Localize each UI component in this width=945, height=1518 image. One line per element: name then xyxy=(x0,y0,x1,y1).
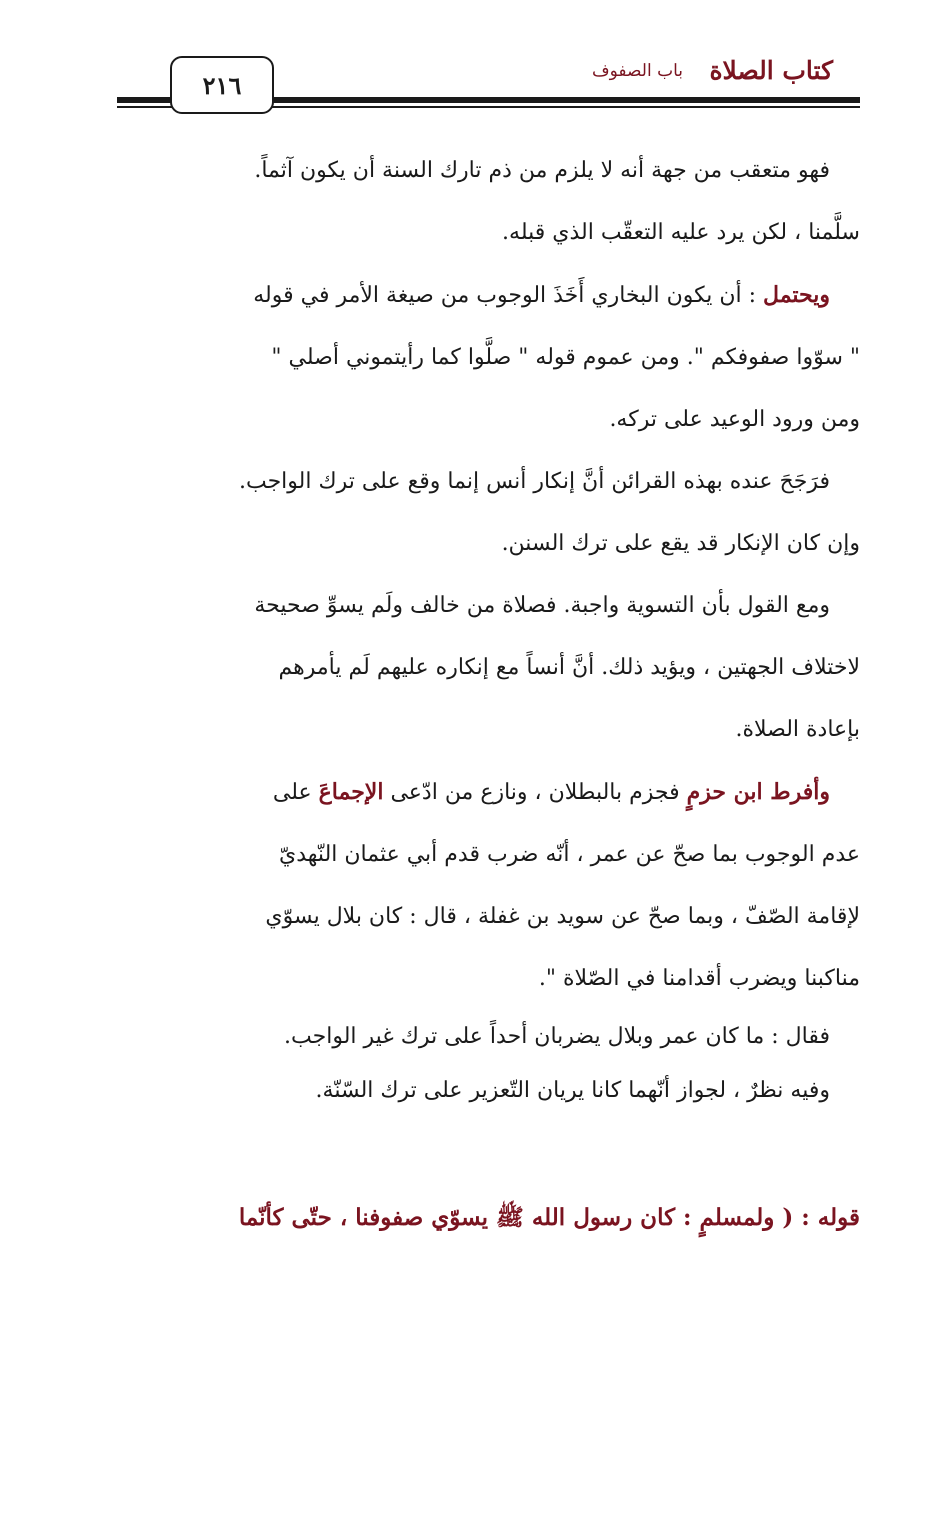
body-line: لإقامة الصّفّ ، وبما صحّ عن سويد بن غفلة ، قال : كان بلال يسوّي xyxy=(265,904,860,929)
body-text: فجزم بالبطلان ، ونازع من ادّعى xyxy=(383,780,687,805)
book-title: كتاب الصلاة xyxy=(709,56,833,85)
body-line xyxy=(112,761,860,824)
body-line: وإن كان الإنكار قد يقع على ترك السنن. xyxy=(501,531,860,556)
body-line: عدم الوجوب بما صحّ عن عمر ، أنّه ضرب قدم أبي عثمان النّهديّ xyxy=(279,842,860,867)
body-line: ومع القول بأن التسوية واجبة. فصلاة من خالف ولَم يسوِّ صحيحة xyxy=(254,593,830,618)
page-number: ٢١٦ xyxy=(170,56,274,114)
highlight-name: وأفرط ابن حزمٍ xyxy=(686,779,830,805)
highlight-term: ويحتمل xyxy=(763,282,830,308)
body-line: وفيه نظرٌ ، لجواز أنّهما كانا يريان التّعزير على ترك السّنّة. xyxy=(315,1078,830,1103)
body-line: فقال : ما كان عمر وبلال يضربان أحداً على ترك غير الواجب. xyxy=(284,1024,830,1049)
chapter-title: باب الصفوف xyxy=(592,61,683,81)
body-line: فرَجَحَ عنده بهذه القرائن أنَّ إنكار أنس إنما وقع على ترك الواجب. xyxy=(238,469,830,494)
page-body xyxy=(112,140,860,1118)
body-line: بإعادة الصلاة. xyxy=(735,717,860,742)
body-line xyxy=(112,264,860,327)
body-line: مناكبنا ويضرب أقدامنا في الصّلاة ". xyxy=(538,966,860,991)
body-text: : أن يكون البخاري أَخَذَ الوجوب من صيغة الأمر في قوله xyxy=(253,283,764,308)
hadith-quote-line: قوله : ( ولمسلمٍ : كان رسول الله ﷺ يسوّي صفوفنا ، حتّى كأنّما xyxy=(238,1204,860,1231)
page-header xyxy=(0,0,945,120)
body-line: ومن ورود الوعيد على تركه. xyxy=(609,407,860,432)
body-line: " سوّوا صفوفكم ". ومن عموم قوله " صلَّوا كما رأيتموني أصلي " xyxy=(271,345,860,370)
highlight-term: الإجماعَ xyxy=(318,779,384,805)
body-text: على xyxy=(272,780,319,805)
body-line: سلَّمنا ، لكن يرد عليه التعقّب الذي قبله. xyxy=(502,220,860,245)
body-line: فهو متعقب من جهة أنه لا يلزم من ذم تارك السنة أن يكون آثماً. xyxy=(254,158,830,183)
body-line: لاختلاف الجهتين ، ويؤيد ذلك. أنَّ أنساً مع إنكاره عليهم لَم يأمرهم xyxy=(278,655,860,680)
